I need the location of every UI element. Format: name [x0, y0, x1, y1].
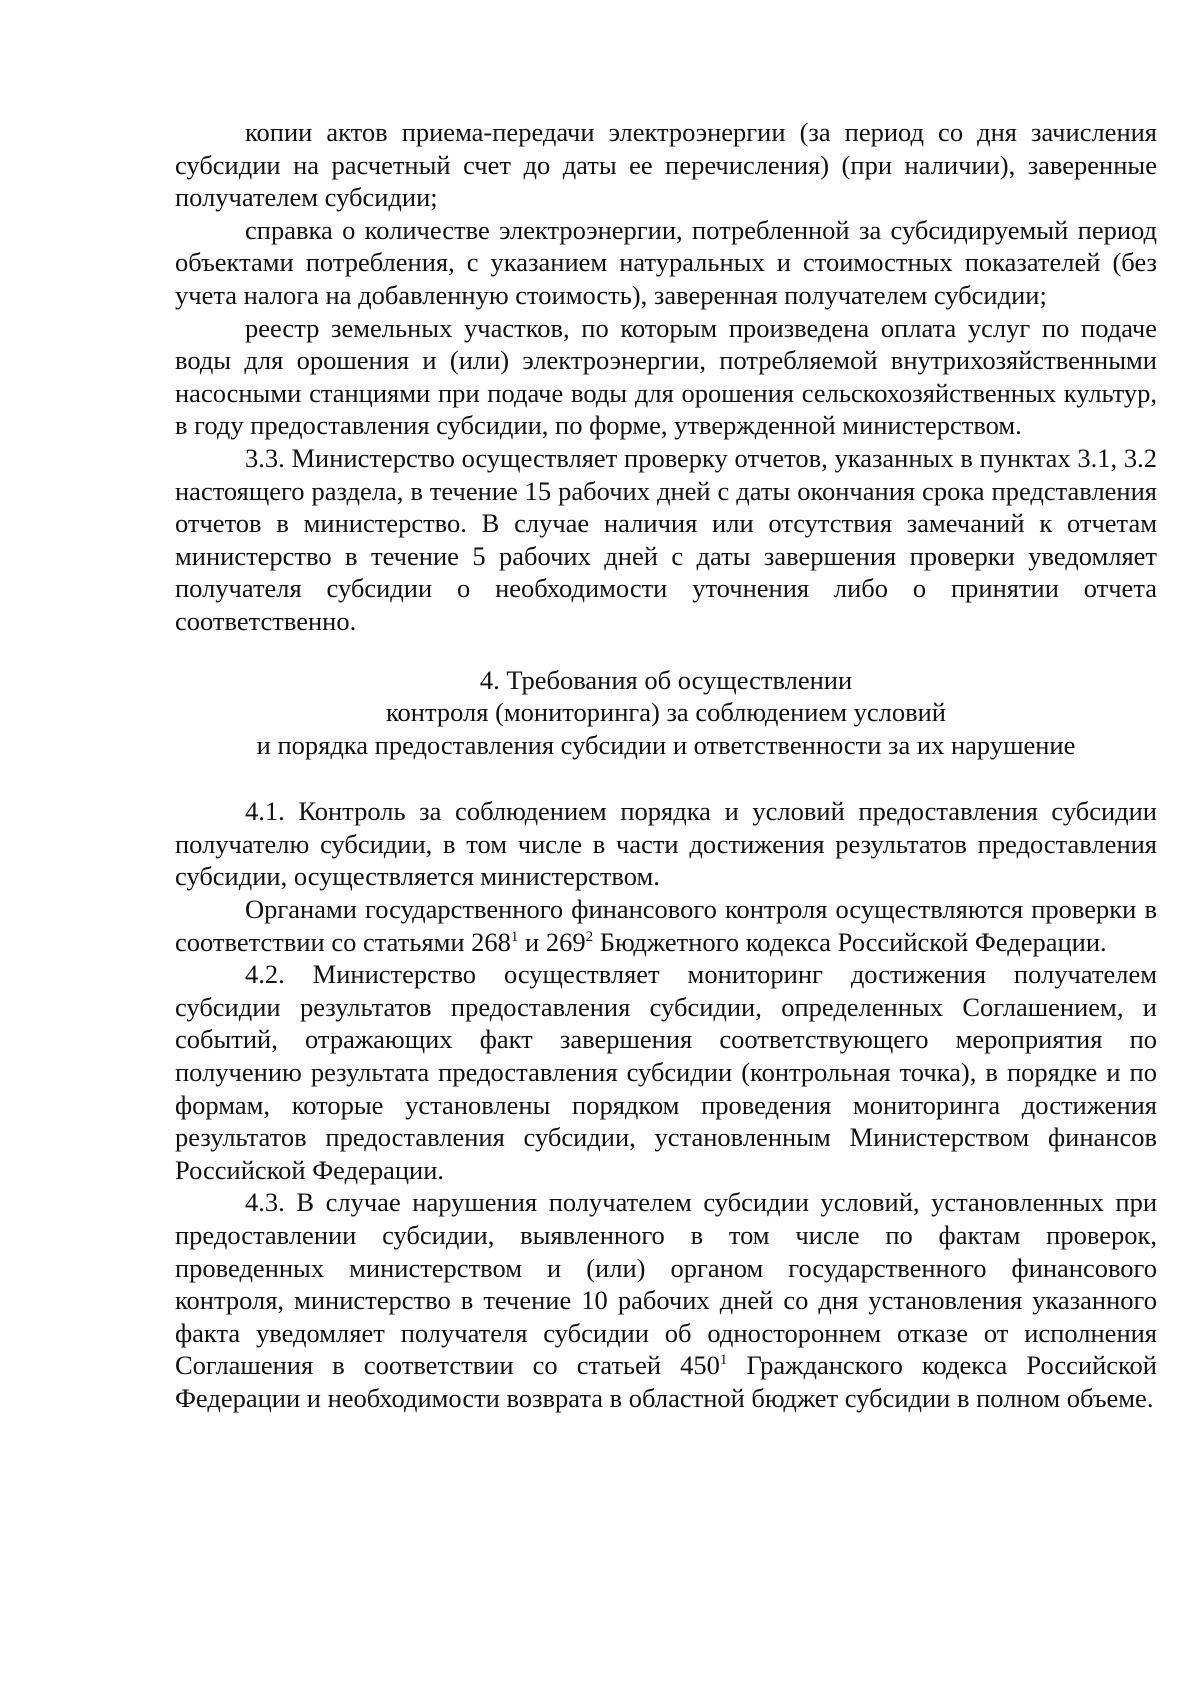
- paragraph-financial-control: [175, 893, 1157, 958]
- text-run: Гражданского кодекса Российской Федерации и необходимости возврата в областной бюджет субсидии в полном объеме.: [175, 1350, 1157, 1413]
- paragraph-act-copies: копии актов приема-передачи электроэнергии (за период со дня зачисления субсидии на расчетный счет до даты ее перечисления) (при наличии), заверенные получателем субсидии;: [175, 117, 1157, 213]
- superscript: 1: [510, 928, 519, 945]
- heading-line-3: и порядка предоставления субсидии и ответственности за их нарушение: [256, 729, 1076, 760]
- text-run: Органами государственного финансового контроля осуществляются проверки в соответствии со статьями 268: [175, 894, 1157, 957]
- paragraph-4-2: 4.2. Министерство осуществляет мониторинг достижения получателем субсидии результатов предоставления субсидии, определенных Соглашением, и событий, отражающих факт завершения соответствующего мероприятия по получению результата предоставления субсидии (контрольная точка), в порядке и по формам, которые установлены порядком проведения мониторинга достижения результатов предоставления субсидии, установленным Министерством финансов Российской Федерации.: [175, 959, 1157, 1185]
- heading-line-2: контроля (мониторинга) за соблюдением условий: [386, 697, 946, 728]
- paragraph-4-3: [175, 1186, 1157, 1414]
- paragraph-3-3: 3.3. Министерство осуществляет проверку отчетов, указанных в пунктах 3.1, 3.2 настоящего раздела, в течение 15 рабочих дней с даты окончания срока представления отчетов в министерство. В случае наличия или отсутствия замечаний к отчетам министерство в течение 5 рабочих дней с даты завершения проверки уведомляет получателя субсидии о необходимости уточнения либо о принятии отчета соответственно.: [175, 442, 1157, 636]
- text-run: 4.3. В случае нарушения получателем субсидии условий, установленных при предоставлении субсидии, выявленного в том числе по фактам проверок, проведенных министерством и (или) органом государственного финансового контроля, министерство в течение 10 рабочих дней со дня установления указанного факта уведомляет получателя субсидии об одностороннем отказе от исполнения Соглашения в соответствии со статьей 450: [175, 1187, 1157, 1381]
- superscript: 1: [719, 1352, 728, 1369]
- section-4-heading: [175, 664, 1157, 762]
- text-run: Бюджетного кодекса Российской Федерации.: [593, 926, 1107, 957]
- superscript: 2: [585, 928, 594, 945]
- paragraph-4-1: 4.1. Контроль за соблюдением порядка и условий предоставления субсидии получателю субсидии, в том числе в части достижения результатов предоставления субсидии, осуществляется министерством.: [175, 796, 1157, 892]
- paragraph-land-registry: реестр земельных участков, по которым произведена оплата услуг по подаче воды для орошения и (или) электроэнергии, потребляемой внутрихозяйственными насосными станциями при подаче воды для орошения сельскохозяйственных культур, в году предоставления субсидии, по форме, утвержденной министерством.: [175, 312, 1157, 441]
- paragraph-electricity-certificate: справка о количестве электроэнергии, потребленной за субсидируемый период объектами потребления, с указанием натуральных и стоимостных показателей (без учета налога на добавленную стоимость), заверенная получателем субсидии;: [175, 214, 1157, 310]
- text-run: и 269: [518, 926, 586, 957]
- heading-line-1: 4. Требования об осуществлении: [479, 664, 853, 695]
- document-page: [175, 116, 1157, 1415]
